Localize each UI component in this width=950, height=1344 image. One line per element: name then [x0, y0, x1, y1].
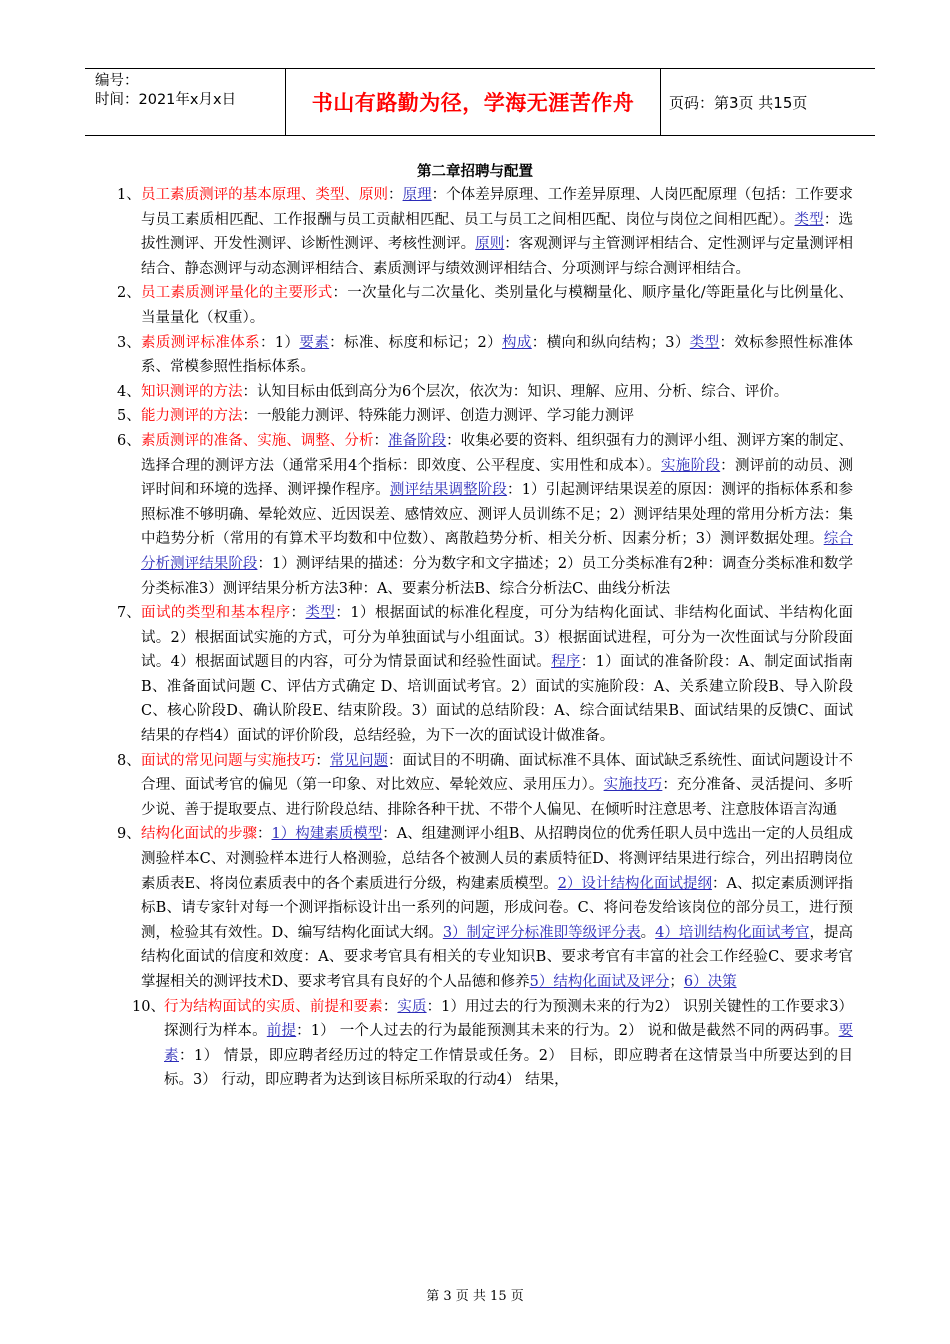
item-heading: 能力测评的方法 — [141, 408, 243, 425]
list-item — [117, 331, 853, 380]
subheading-link[interactable]: 实施技巧 — [603, 777, 663, 794]
list-item — [117, 601, 868, 749]
item-heading: 员工素质测评量化的主要形式 — [141, 285, 333, 302]
header-motto-cell — [286, 69, 661, 135]
subheading-link[interactable]: 原则 — [475, 236, 505, 253]
subheading-link[interactable]: 类型 — [794, 211, 824, 228]
item-text: ：效标参照性标准体系、常模参照性指标体系。 — [141, 334, 854, 376]
header-table — [85, 68, 875, 136]
list-item — [132, 995, 853, 1093]
list-item — [117, 380, 853, 405]
item-text: ：横向和纵向结构；3） — [531, 334, 690, 351]
motto: 书山有路勤为径，学海无涯苦作舟 — [311, 91, 635, 115]
item-number: 5、 — [117, 408, 141, 425]
subheading-link[interactable]: 2）设计结构化面试提纲 — [557, 875, 712, 892]
page-footer: 第 3 页 共 15 页 — [426, 1289, 524, 1304]
subheading-link[interactable]: 类型 — [305, 605, 336, 622]
item-heading: 面试的类型和基本程序 — [141, 605, 291, 622]
item-heading: 结构化面试的步骤 — [141, 826, 258, 843]
item-text: ： — [382, 998, 398, 1015]
list-item — [117, 822, 853, 994]
item-text: ：1）测评结果的描述：分为数字和文字描述；2）员工分类标准有2种：调查分类标准和数学分类标准3）测评结果分析方法3种：A、要素分析法B、综合分析法C、曲线分析法 — [141, 555, 853, 597]
chapter-title: 第二章招聘与配置 — [417, 163, 533, 180]
item-text: ：一般能力测评、特殊能力测评、创造力测评、学习能力测评 — [242, 408, 634, 425]
item-text: ：一次量化与二次量化、类别量化与模糊量化、顺序量化/等距量化与比例量化、当量量化（权重）。 — [141, 285, 853, 326]
item-text: ： — [373, 432, 389, 449]
item-number: 10、 — [132, 998, 165, 1015]
item-number: 8、 — [117, 752, 141, 769]
item-text: ：1） 一个人过去的行为最能预测其未来的行为。2） 说和做是截然不同的两码事。 — [296, 1023, 839, 1040]
item-text: ：测评前的动员、测评时间和环境的选择、测评操作程序。 — [141, 457, 853, 499]
subheading-link[interactable]: 1）构建素质模型 — [271, 826, 383, 843]
item-number: 3、 — [117, 334, 141, 351]
subheading-link[interactable]: 实施阶段 — [660, 457, 721, 474]
item-heading: 行为结构面试的实质、前提和要素 — [164, 998, 383, 1015]
item-text: ：1）用过去的行为预测未来的行为2） 识别关键性的工作要求3） 探测行为样本。 — [164, 998, 854, 1040]
list-item — [117, 749, 853, 823]
subheading-link[interactable]: 原理 — [402, 187, 432, 203]
item-heading: 素质测评标准体系 — [141, 334, 261, 351]
subheading-link[interactable]: 6）决策 — [683, 974, 737, 990]
item-number: 7、 — [117, 605, 141, 622]
item-text: ： — [257, 826, 272, 843]
item-text: ：A、拟定素质测评指标B、请专家针对每一个测评指标设计出一系列的问题，形成问卷。C、将问卷发给该岗位的部分员工，进行预测，检验其有效性。D、编写结构化面试大纲。 — [141, 875, 853, 941]
subheading-link[interactable]: 测评结果调整阶段 — [389, 482, 508, 499]
subheading-link[interactable]: 4）培训结构化面试考官 — [655, 924, 810, 941]
item-number: 6、 — [117, 432, 141, 449]
subheading-link[interactable]: 要素 — [164, 1023, 854, 1064]
item-text: ：认知目标由低到高分为6个层次，依次为：知识、理解、应用、分析、综合、评价。 — [242, 383, 789, 400]
list-item — [117, 281, 853, 330]
subheading-link[interactable]: 实质 — [397, 998, 427, 1015]
item-text: 。 — [640, 924, 656, 941]
item-heading: 面试的常见问题与实施技巧 — [141, 752, 316, 769]
item-number: 9、 — [117, 826, 141, 843]
subheading-link[interactable]: 前提 — [266, 1023, 297, 1040]
subheading-link[interactable]: 构成 — [502, 334, 532, 351]
serial-label: 编号： — [95, 73, 139, 89]
item-text: ，提高结构化面试的信度和效度：A、要求考官具有相关的专业知识B、要求考官有丰富的社会工作经验C、要求考官掌握相关的测评技术D、要求考官具有良好的个人品德和修养 — [141, 924, 854, 990]
item-text: ： — [315, 752, 330, 769]
time-label: 时间：2021年x月x日 — [95, 92, 237, 108]
item-text: ：A、组建测评小组B、从招聘岗位的优秀任职人员中选出一定的人员组成测验样本C、对测验样本进行人格测验，总结各个被测人员的素质特征D、将测评结果进行综合，列出招聘岗位素质表E、将岗位素质表中的各个素质进行分级，构建素质模型。 — [141, 826, 854, 892]
item-text: ：1） 情景，即应聘者经历过的特定工作情景或任务。2） 目标，即应聘者在这情景当中所要达到的目标。3） 行动，即应聘者为达到该目标所采取的行动4） 结果， — [164, 1047, 853, 1089]
item-text: ：客观测评与主管测评相结合、定性测评与定量测评相结合、静态测评与动态测评相结合、素质测评与绩效测评相结合、分项测评与综合测评相结合。 — [141, 236, 853, 277]
list-item — [117, 404, 853, 429]
list-item — [117, 429, 853, 601]
subheading-link[interactable]: 常见问题 — [329, 752, 389, 769]
item-text: ： — [388, 187, 403, 203]
item-heading: 素质测评的准备、实施、调整、分析 — [141, 432, 374, 449]
subheading-link[interactable]: 准备阶段 — [388, 432, 447, 449]
subheading-link[interactable]: 综合分析测评结果阶段 — [141, 531, 854, 572]
subheading-link[interactable]: 程序 — [551, 654, 581, 671]
subheading-link[interactable]: 5）结构化面试及评分 — [529, 974, 670, 990]
item-text: ：1）面试的准备阶段：A、制定面试指南 B、准备面试问题 C、评估方式确定 D、培训面试考官。2）面试的实施阶段：A、关系建立阶段B、导入阶段C、核心阶段D、确认阶段E、结束阶段。3）面试的总结阶段：A、综合面试结果B、面试结果的反馈C、面试结果的存档4）面试的评价阶段，总结经验，为下一次的面试设计做准备。 — [141, 654, 868, 745]
item-text: ； — [669, 974, 684, 990]
item-text: ：面试目的不明确、面试标准不具体、面试缺乏系统性、面试问题设计不合理、面试考官的偏见（第一印象、对比效应、晕轮效应、录用压力）。 — [141, 752, 853, 794]
subheading-link[interactable]: 类型 — [689, 334, 720, 351]
list-item — [117, 183, 853, 281]
item-text: ：标准、标度和标记；2） — [329, 334, 503, 351]
header-page-cell — [661, 69, 875, 135]
item-number: 2、 — [117, 285, 141, 302]
item-text: ：1） — [260, 334, 300, 351]
item-text: ：选拔性测评、开发性测评、诊断性测评、考核性测评。 — [141, 211, 854, 253]
page-label: 页码：第3页 共15页 — [669, 94, 808, 112]
item-text: ：个体差异原理、工作差异原理、人岗匹配原理（包括：工作要求与员工素质相匹配、工作报酬与员工贡献相匹配、员工与员工之间相匹配、岗位与岗位之间相匹配）。 — [141, 187, 853, 228]
item-text: ：收集必要的资料、组织强有力的测评小组、测评方案的制定、选择合理的测评方法（通常采用4个指标：即效度、公平程度、实用性和成本）。 — [141, 432, 853, 474]
item-text: ：充分准备、灵活提问、多听少说、善于提取要点、进行阶段总结、排除各种干扰、不带个人偏见、在倾听时注意思考、注意肢体语言沟通 — [141, 777, 854, 818]
header-info-cell — [85, 69, 286, 135]
document-body — [117, 183, 868, 1093]
item-text: ： — [290, 605, 306, 622]
item-heading: 员工素质测评的基本原理、类型、原则 — [141, 187, 389, 203]
item-number: 4、 — [117, 383, 141, 400]
item-text: ：1）引起测评结果误差的原因：测评的指标体系和参照标准不够明确、晕轮效应、近因误差、感情效应、测评人员训练不足；2）测评结果处理的常用分析方法：集中趋势分析（常用的有算术平均数和中位数）、离散趋势分析、相关分析、因素分析；3）测评数据处理。 — [141, 482, 854, 548]
item-number: 1、 — [117, 187, 141, 203]
subheading-link[interactable]: 3）制定评分标准即等级评分表 — [442, 924, 641, 941]
subheading-link[interactable]: 要素 — [299, 334, 330, 351]
item-text: ：1）根据面试的标准化程度，可分为结构化面试、非结构化面试、半结构化面试。2）根据面试实施的方式，可分为单独面试与小组面试。3）根据面试进程，可分为一次性面试与分阶段面试。4）根据面试题目的内容，可分为情景面试和经验性面试。 — [141, 605, 853, 671]
item-heading: 知识测评的方法 — [141, 383, 243, 400]
